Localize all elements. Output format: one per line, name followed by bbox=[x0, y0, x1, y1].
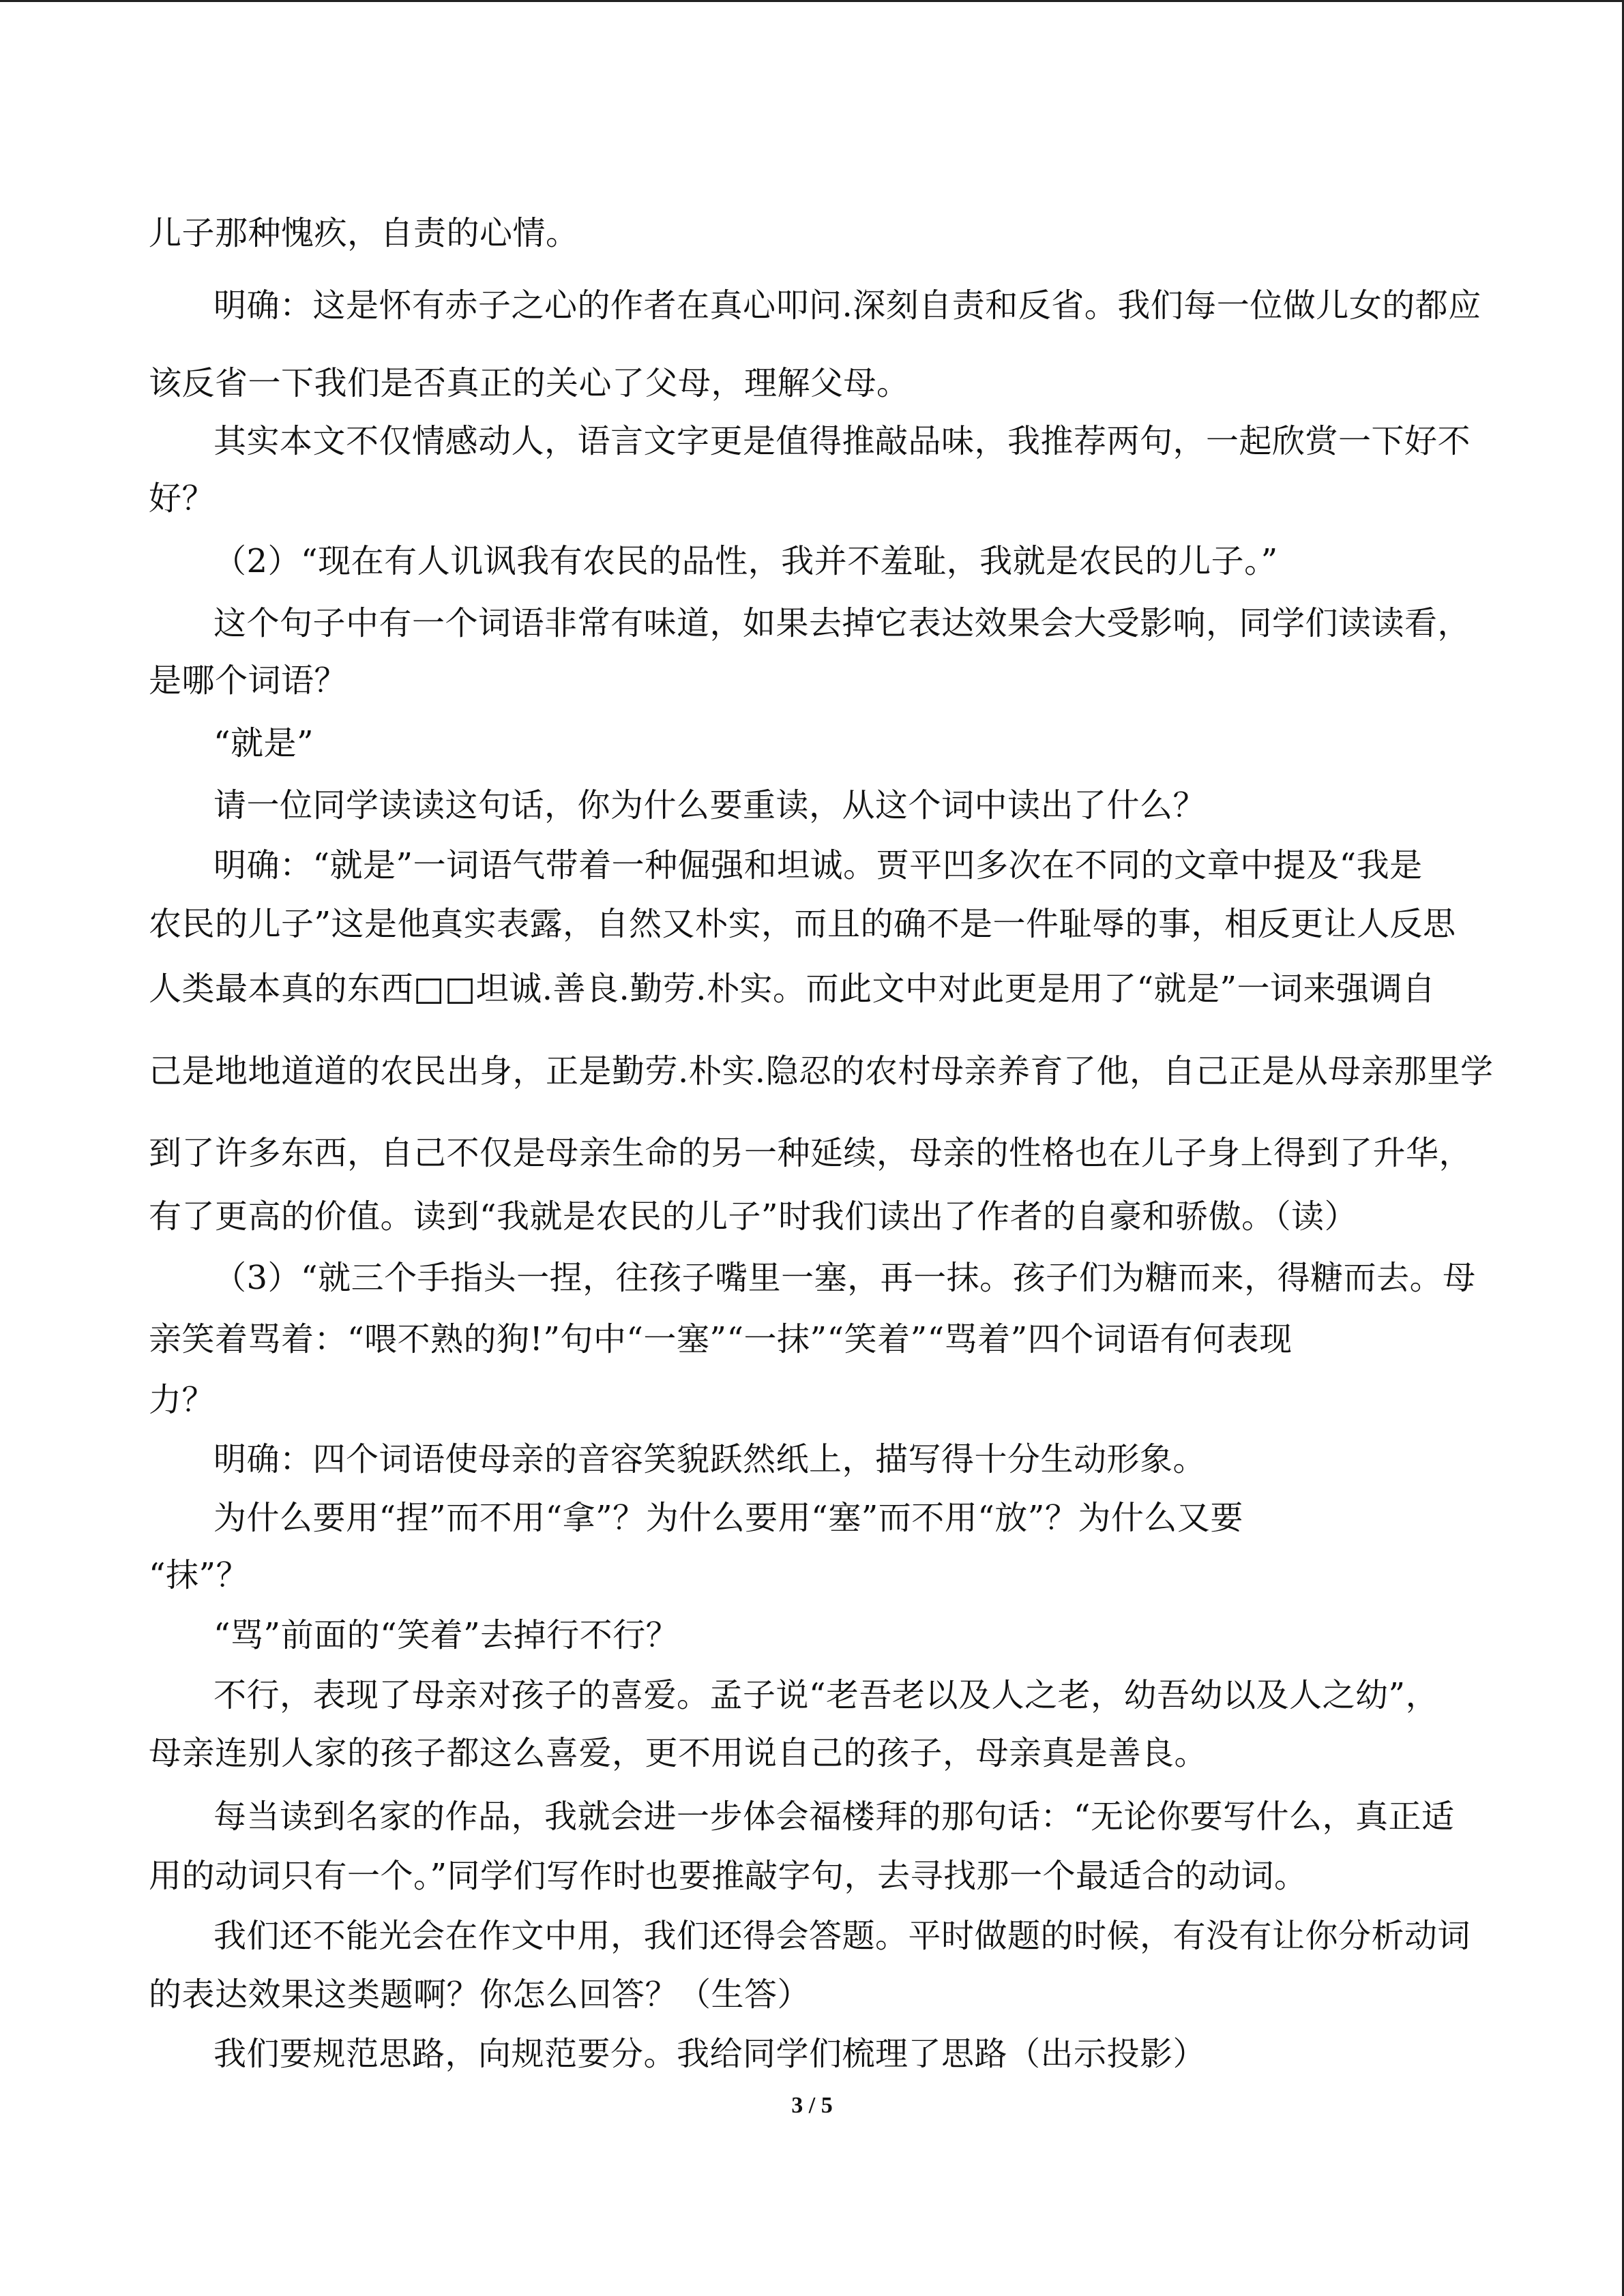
text-line: 是哪个词语？ bbox=[149, 661, 348, 700]
text-line: 不行，表现了母亲对孩子的喜爱。孟子说“老吾老以及人之老，幼吾幼以及人之幼”， bbox=[213, 1676, 1439, 1714]
text-line: 农民的儿子”这是他真实表露，自然又朴实，而且的确不是一件耻辱的事，相反更让人反思 bbox=[149, 905, 1456, 943]
text-line: 己是地地道道的农民出身，正是勤劳.朴实.隐忍的农村母亲养育了他，自己正是从母亲那里学 bbox=[149, 1052, 1494, 1090]
text-line: 明确：四个词语使母亲的音容笑貌跃然纸上，描写得十分生动形象。 bbox=[213, 1440, 1207, 1478]
text-line: （2）“现在有人讥讽我有农民的品性，我并不羞耻，我就是农民的儿子。” bbox=[213, 542, 1278, 580]
text-line: 的表达效果这类题啊？你怎么回答？（生答） bbox=[149, 1976, 811, 2014]
text-line: 明确：“就是”一词语气带着一种倔强和坦诚。贾平凹多次在不同的文章中提及“我是 bbox=[213, 846, 1423, 884]
text-line: 其实本文不仅情感动人，语言文字更是值得推敲品味，我推荐两句，一起欣赏一下好不 bbox=[213, 422, 1471, 460]
text-line: 我们要规范思路，向规范要分。我给同学们梳理了思路（出示投影） bbox=[213, 2035, 1207, 2073]
text-line: 该反省一下我们是否真正的关心了父母，理解父母。 bbox=[149, 364, 910, 402]
text-line: “抹”？ bbox=[149, 1556, 250, 1594]
text-line: “骂”前面的“笑着”去掉行不行？ bbox=[213, 1616, 679, 1654]
text-line: 请一位同学读读这句话，你为什么要重读，从这个词中读出了什么？ bbox=[213, 786, 1207, 824]
text-line: 有了更高的价值。读到“我就是农民的儿子”时我们读出了作者的自豪和骄傲。（读） bbox=[149, 1197, 1358, 1236]
text-line: 到了许多东西，自己不仅是母亲生命的另一种延续，母亲的性格也在儿子身上得到了升华， bbox=[149, 1134, 1473, 1172]
text-line: 好？ bbox=[149, 479, 216, 518]
text-line: 亲笑着骂着：“喂不熟的狗!”句中“一塞”“一抹”“笑着”“骂着”四个词语有何表现 bbox=[149, 1320, 1293, 1358]
text-line: 这个句子中有一个词语非常有味道，如果去掉它表达效果会大受影响，同学们读读看， bbox=[213, 604, 1471, 642]
text-line: （3）“就三个手指头一捏，往孩子嘴里一塞，再一抹。孩子们为糖而来，得糖而去。母 bbox=[213, 1259, 1476, 1297]
text-line: 我们还不能光会在作文中用，我们还得会答题。平时做题的时候，有没有让你分析动词 bbox=[213, 1917, 1471, 1955]
text-line: 每当读到名家的作品，我就会进一步体会福楼拜的那句话：“无论你要写什么，真正适 bbox=[213, 1798, 1455, 1836]
text-line: “就是” bbox=[213, 724, 314, 762]
text-line: 母亲连别人家的孩子都这么喜爱，更不用说自己的孩子，母亲真是善良。 bbox=[149, 1734, 1208, 1772]
page-number: 3 / 5 bbox=[791, 2093, 833, 2118]
text-line: 儿子那种愧疚，自责的心情。 bbox=[149, 214, 579, 252]
text-line: 为什么要用“捏”而不用“拿”？为什么要用“塞”而不用“放”？为什么又要 bbox=[213, 1499, 1243, 1537]
text-line: 用的动词只有一个。”同学们写作时也要推敲字句，去寻找那一个最适合的动词。 bbox=[149, 1857, 1308, 1895]
page-top-border bbox=[0, 0, 1624, 2]
text-line: 明确：这是怀有赤子之心的作者在真心叩问.深刻自责和反省。我们每一位做儿女的都应 bbox=[213, 286, 1481, 325]
text-line: 人类最本真的东西□□坦诚.善良.勤劳.朴实。而此文中对此更是用了“就是”一词来强调自 bbox=[149, 970, 1436, 1008]
text-line: 力？ bbox=[149, 1381, 216, 1419]
